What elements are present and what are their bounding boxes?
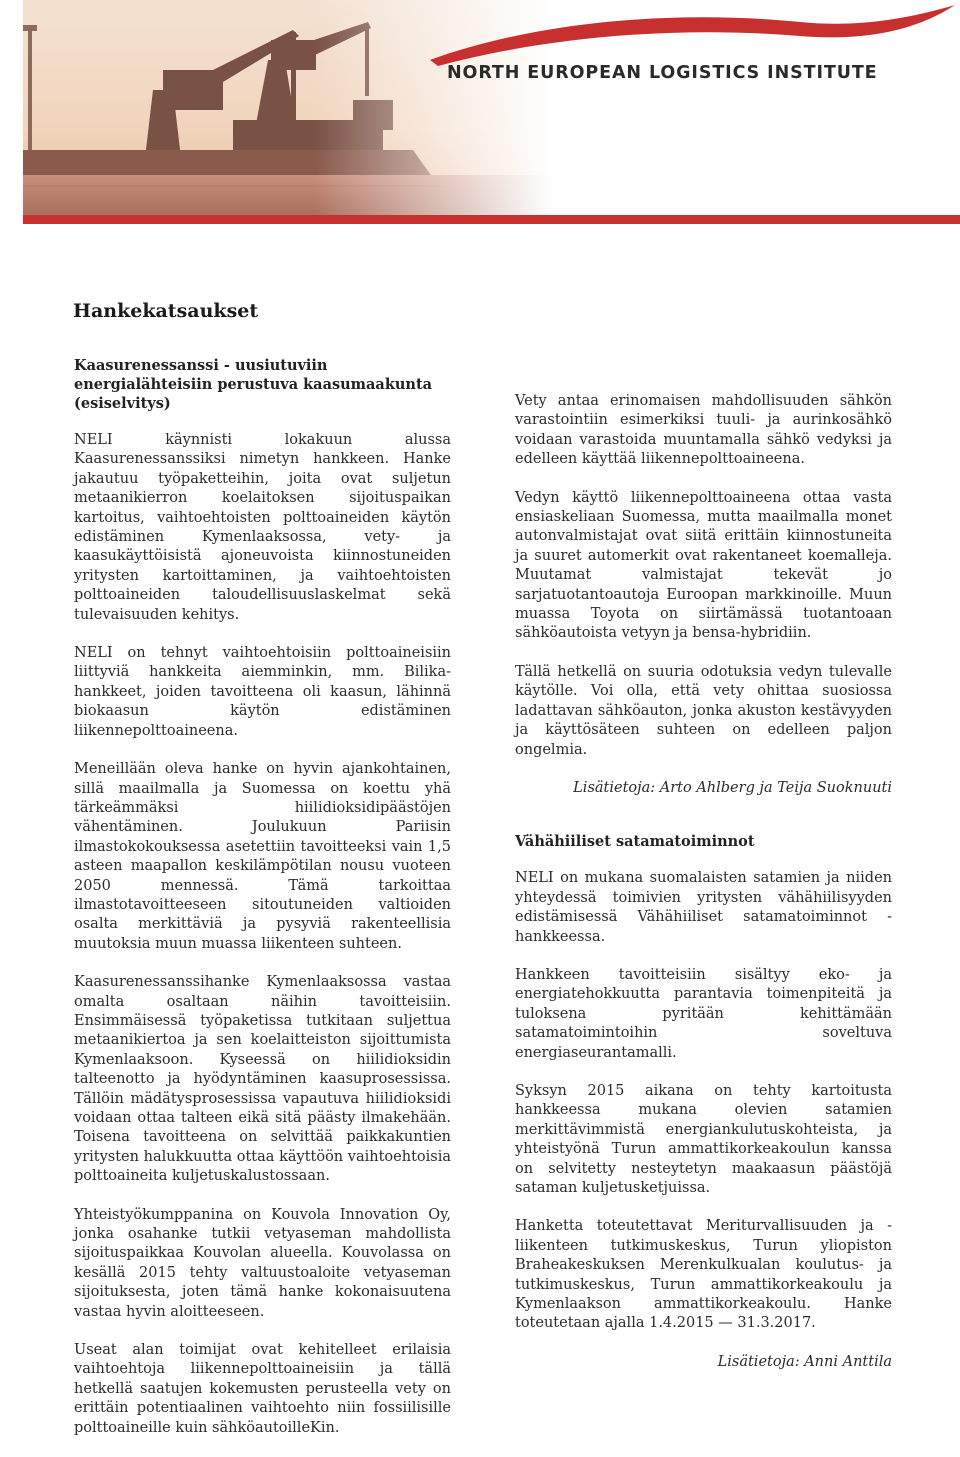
contact-info: Lisätietoja: Anni Anttila [717,1353,892,1370]
section-heading-kaasurenessanssi: Kaasurenessanssi - uusiutuviin energialähteisiin perustuva kaasumaakunta (esiselvitys) [74,357,433,412]
paragraph: Yhteistyökumppanina on Kouvola Innovation Oy, jonka osahanke tutkii vetyaseman mahdollista sijoituspaikkaa Kouvolan alueella. Kouvolassa on kesällä 2015 tehty valtuustoaloite vetyaseman sijoituksesta, joten tämä hanke kokonaisuutena vastaa hyvin aloitteeseen. [74,1206,451,1320]
paragraph: Meneillään oleva hanke on hyvin ajankohtainen, sillä maailmalla ja Suomessa on koettu yhä tärkeämmäksi hiilidioksidipäästöjen vähentäminen. Joulukuun Pariisin ilmastokokouksessa asetettiin tavoitteeksi vain 1,5 asteen maapallon keskilämpötilan nousu vuoteen 2050 mennessä. Tämä tarkoittaa ilmastotavoitteeseen sitoutuneiden valtioiden osalta merkittäviä ja pysyviä rakenteellisia muutoksia muun muassa liikenteen suhteen. [74,761,451,952]
left-column [74,356,451,1457]
paragraph: NELI on tehnyt vaihtoehtoisiin polttoaineisiin liittyviä hankkeita aiemminkin, mm. Bilika-hankkeet, joiden tavoitteena oli kaasun, lähinnä biokaasun käytön edistäminen liikennepolttoaineena. [74,645,451,739]
paragraph: Hanketta toteutettavat Meriturvallisuuden ja -liikenteen tutkimuskeskus, Turun yliopiston Braheakeskuksen Merenkulkualan koulutus- ja tutkimuskeskus, Turun ammattikorkeakoulu ja Kymenlaakson ammattikorkeakoulu. Hanke toteutetaan ajalla 1.4.2015 — 31.3.2017. [515,1218,892,1332]
paragraph: Vedyn käyttö liikennepolttoaineena ottaa vasta ensiaskeliaan Suomessa, mutta maailmalla monet autonvalmistajat ovat siitä erittäin kiinnostuneita ja suuret automerkit ovat rakentaneet koemalleja. Muutamat valmistajat tekevät jo sarjatuotantoautoja Euroopan markkinoille. Muun muassa Toyota on siirtämässä tuotantoaan sähköautoista vetyyn ja bensa-hybridiin. [515,489,892,642]
page-title: Hankekatsaukset [73,300,259,322]
institute-name: NORTH EUROPEAN LOGISTICS INSTITUTE [447,63,878,83]
logo-swoosh-icon [420,0,960,70]
right-column [515,392,892,1406]
paragraph: Kaasurenessanssihanke Kymenlaaksossa vastaa omalta osaltaan näihin tavoitteisiin. Ensimmäisessä työpaketissa tutkitaan suljettua metaanikiertoa ja sen koelaitteiston sijoittumista Kymenlaaksoon. Kyseessä on hiilidioksidin talteenotto ja hyödyntäminen kaasuprosessissa. Tällöin mädätysprosessissa vapautuva hiilidioksidi voidaan ottaa talteen eikä sitä päästy ilmakehään. Toisena tavoitteena on selvittää paikkakuntien yritysten halukkuutta ottaa käyttöön vaihtoehtoisia polttoaineita kuljetuskalustossaan. [74,974,451,1185]
paragraph: NELI käynnisti lokakuun alussa Kaasurenessanssiksi nimetyn hankkeen. Hanke jakautuu työpaketteihin, joita ovat suljetun metaanikierron koelaitoksen sijoituspaikan kartoitus, vaihtoehtoisten polttoaineiden käytön edistäminen Kymenlaaksossa, vety- ja kaasukäyttöisistä ajoneuvoista kiinnostuneiden yritysten kartoittaminen, ja vaihtoehtoisten polttoaineiden taloudellisuuslaskelmat sekä tulevaisuuden kehitys. [74,432,451,623]
paragraph: Tällä hetkellä on suuria odotuksia vedyn tulevalle käytölle. Voi olla, että vety ohittaa suosiossa ladattavan sähköauton, jonka akuston kestävyyden ja käyttösäteen suhteen on edelleen paljon ongelmia. [515,663,892,758]
paragraph: Hankkeen tavoitteisiin sisältyy eko- ja energiatehokkuutta parantavia toimenpiteitä ja tuloksena pyritään kehittämään satamatoimintoihin soveltuva energiaseurantamalli. [515,966,892,1061]
header-red-band [23,215,960,224]
section-heading-satamatoiminnot: Vähähiiliset satamatoiminnot [515,833,755,851]
page-header [0,0,960,228]
paragraph: Useat alan toimijat ovat kehitelleet erilaisia vaihtoehtoja liikennepolttoaineisiin ja tällä hetkellä saatujen kokemusten perusteella vety on erittäin potentiaalinen vaihtoehto niin fossiilisille polttoaineille kuin sähköautoilleKin. [74,1342,451,1436]
paragraph: Vety antaa erinomaisen mahdollisuuden sähkön varastointiin esimerkiksi tuuli- ja aurinkosähkö voidaan varastoida muuntamalla sähkö vedyksi ja edelleen käyttää liikennepolttoaineena. [515,393,892,468]
paragraph: NELI on mukana suomalaisten satamien ja niiden yhteydessä toimivien yritysten vähähiilisyyden edistämisessä Vähähiiliset satamatoiminnot -hankkeessa. [515,870,892,945]
paragraph: Syksyn 2015 aikana on tehty kartoitusta hankkeessa mukana olevien satamien merkittävimmistä energiankulutuskohteista, ja yhteistyönä Turun ammattikorkeakoulun kanssa on selvitetty nesteytetyn maakaasun päästöjä sataman kuljetusketjuissa. [515,1082,892,1196]
contact-info: Lisätietoja: Arto Ahlberg ja Teija Suoknuuti [573,779,892,796]
